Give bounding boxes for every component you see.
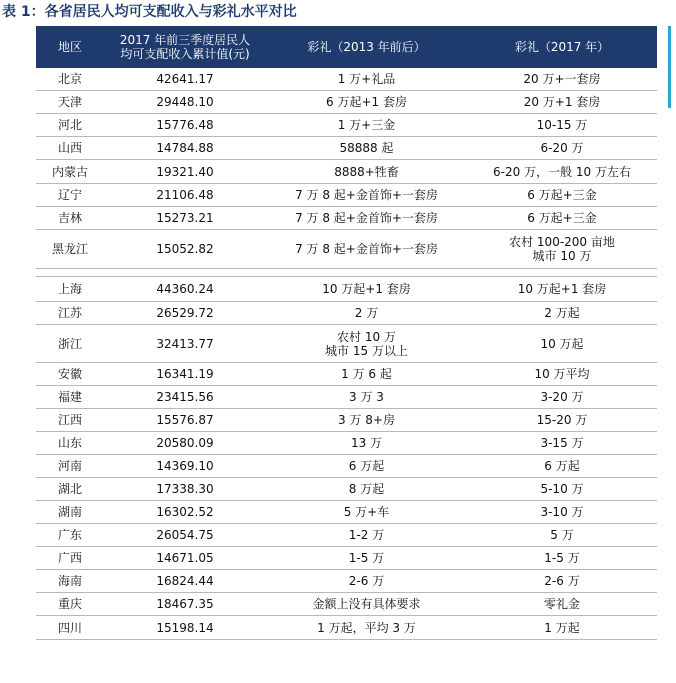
group-separator-row: [36, 269, 657, 277]
table-row: [36, 570, 657, 593]
gift-2013-cell: 农村 10 万 城市 15 万以上: [266, 325, 467, 363]
table-caption: 表 1：各省居民人均可支配收入与彩礼水平对比: [2, 4, 297, 20]
header-region: 地区: [36, 26, 104, 68]
gift-2013-cell: 8 万起: [266, 478, 467, 501]
decorative-side-bar: [668, 26, 671, 108]
region-cell: 福建: [36, 386, 104, 409]
gift-2017-cell: 零礼金: [467, 593, 657, 616]
gift-2017-cell: 10 万平均: [467, 363, 657, 386]
table-row: [36, 455, 657, 478]
region-cell: 江西: [36, 409, 104, 432]
income-cell: 14671.05: [104, 547, 266, 570]
gift-2013-cell: 8888+牲畜: [266, 160, 467, 184]
gift-2017-cell: 6-20 万: [467, 137, 657, 160]
table-body: [36, 68, 657, 640]
table-row: [36, 386, 657, 409]
table-row: [36, 616, 657, 640]
gift-2013-cell: 3 万 8+房: [266, 409, 467, 432]
gift-2013-cell: 6 万起+1 套房: [266, 91, 467, 114]
region-cell: 河南: [36, 455, 104, 478]
table-row: [36, 478, 657, 501]
region-cell: 湖北: [36, 478, 104, 501]
income-cell: 26529.72: [104, 302, 266, 325]
table-row: [36, 91, 657, 114]
income-cell: 29448.10: [104, 91, 266, 114]
income-cell: 14784.88: [104, 137, 266, 160]
comparison-table: [36, 26, 657, 640]
gift-2017-cell: 3-10 万: [467, 501, 657, 524]
gift-2017-cell: 5-10 万: [467, 478, 657, 501]
region-cell: 海南: [36, 570, 104, 593]
region-cell: 山西: [36, 137, 104, 160]
gift-2013-cell: 7 万 8 起+金首饰+一套房: [266, 230, 467, 269]
gift-2013-cell: 1 万+三金: [266, 114, 467, 137]
gift-2013-cell: 1 万 6 起: [266, 363, 467, 386]
region-cell: 四川: [36, 616, 104, 640]
gift-2017-cell: 6 万起: [467, 455, 657, 478]
gift-2017-cell: 20 万+一套房: [467, 68, 657, 91]
region-cell: 广东: [36, 524, 104, 547]
gift-2017-cell: 3-15 万: [467, 432, 657, 455]
income-cell: 32413.77: [104, 325, 266, 363]
separator-cell: [467, 269, 657, 277]
gift-2013-cell: 1-2 万: [266, 524, 467, 547]
gift-2017-cell: 3-20 万: [467, 386, 657, 409]
gift-2013-cell: 2-6 万: [266, 570, 467, 593]
region-cell: 上海: [36, 277, 104, 302]
region-cell: 河北: [36, 114, 104, 137]
income-cell: 26054.75: [104, 524, 266, 547]
gift-2013-cell: 2 万: [266, 302, 467, 325]
table-row: [36, 302, 657, 325]
table-row: [36, 524, 657, 547]
gift-2013-cell: 58888 起: [266, 137, 467, 160]
income-cell: 15273.21: [104, 207, 266, 230]
header-gift-2013: 彩礼（2013 年前后）: [266, 26, 467, 68]
gift-2013-cell: 10 万起+1 套房: [266, 277, 467, 302]
gift-2013-cell: 金额上没有具体要求: [266, 593, 467, 616]
income-cell: 15052.82: [104, 230, 266, 269]
table-row: [36, 160, 657, 184]
gift-2017-cell: 1-5 万: [467, 547, 657, 570]
income-cell: 21106.48: [104, 184, 266, 207]
table-row: [36, 363, 657, 386]
gift-2017-cell: 1 万起: [467, 616, 657, 640]
income-cell: 20580.09: [104, 432, 266, 455]
region-cell: 内蒙古: [36, 160, 104, 184]
income-cell: 16341.19: [104, 363, 266, 386]
income-cell: 15198.14: [104, 616, 266, 640]
gift-2017-cell: 6 万起+三金: [467, 184, 657, 207]
table-row: [36, 184, 657, 207]
table-row: [36, 277, 657, 302]
gift-2013-cell: 6 万起: [266, 455, 467, 478]
table-row: [36, 501, 657, 524]
gift-2013-cell: 7 万 8 起+金首饰+一套房: [266, 207, 467, 230]
separator-cell: [266, 269, 467, 277]
region-cell: 天津: [36, 91, 104, 114]
gift-2017-cell: 20 万+1 套房: [467, 91, 657, 114]
table-row: [36, 432, 657, 455]
separator-cell: [36, 269, 104, 277]
table-row: [36, 68, 657, 91]
header-income: 2017 年前三季度居民人 均可支配收入累计值(元): [104, 26, 266, 68]
region-cell: 浙江: [36, 325, 104, 363]
region-cell: 北京: [36, 68, 104, 91]
gift-2017-cell: 农村 100-200 亩地 城市 10 万: [467, 230, 657, 269]
income-cell: 44360.24: [104, 277, 266, 302]
gift-2017-cell: 15-20 万: [467, 409, 657, 432]
gift-2017-cell: 5 万: [467, 524, 657, 547]
gift-2013-cell: 13 万: [266, 432, 467, 455]
gift-2013-cell: 5 万+车: [266, 501, 467, 524]
gift-2017-cell: 10 万起: [467, 325, 657, 363]
income-cell: 18467.35: [104, 593, 266, 616]
gift-2013-cell: 1-5 万: [266, 547, 467, 570]
income-cell: 17338.30: [104, 478, 266, 501]
region-cell: 广西: [36, 547, 104, 570]
income-cell: 23415.56: [104, 386, 266, 409]
income-cell: 42641.17: [104, 68, 266, 91]
gift-2017-cell: 2 万起: [467, 302, 657, 325]
gift-2017-cell: 10-15 万: [467, 114, 657, 137]
table-row: [36, 409, 657, 432]
income-cell: 14369.10: [104, 455, 266, 478]
header-gift-2017: 彩礼（2017 年）: [467, 26, 657, 68]
gift-2013-cell: 1 万起，平均 3 万: [266, 616, 467, 640]
table-row: [36, 325, 657, 363]
region-cell: 江苏: [36, 302, 104, 325]
region-cell: 湖南: [36, 501, 104, 524]
region-cell: 安徽: [36, 363, 104, 386]
gift-2013-cell: 1 万+礼品: [266, 68, 467, 91]
region-cell: 吉林: [36, 207, 104, 230]
income-cell: 16302.52: [104, 501, 266, 524]
table-row: [36, 207, 657, 230]
table-row: [36, 137, 657, 160]
gift-2013-cell: 7 万 8 起+金首饰+一套房: [266, 184, 467, 207]
table-row: [36, 547, 657, 570]
region-cell: 山东: [36, 432, 104, 455]
income-cell: 15576.87: [104, 409, 266, 432]
header-row: [36, 26, 657, 68]
table-row: [36, 593, 657, 616]
gift-2013-cell: 3 万 3: [266, 386, 467, 409]
income-cell: 15776.48: [104, 114, 266, 137]
gift-2017-cell: 6-20 万，一般 10 万左右: [467, 160, 657, 184]
region-cell: 重庆: [36, 593, 104, 616]
table-row: [36, 230, 657, 269]
income-cell: 19321.40: [104, 160, 266, 184]
gift-2017-cell: 6 万起+三金: [467, 207, 657, 230]
table-row: [36, 114, 657, 137]
separator-cell: [104, 269, 266, 277]
income-cell: 16824.44: [104, 570, 266, 593]
region-cell: 辽宁: [36, 184, 104, 207]
gift-2017-cell: 2-6 万: [467, 570, 657, 593]
gift-2017-cell: 10 万起+1 套房: [467, 277, 657, 302]
region-cell: 黑龙江: [36, 230, 104, 269]
